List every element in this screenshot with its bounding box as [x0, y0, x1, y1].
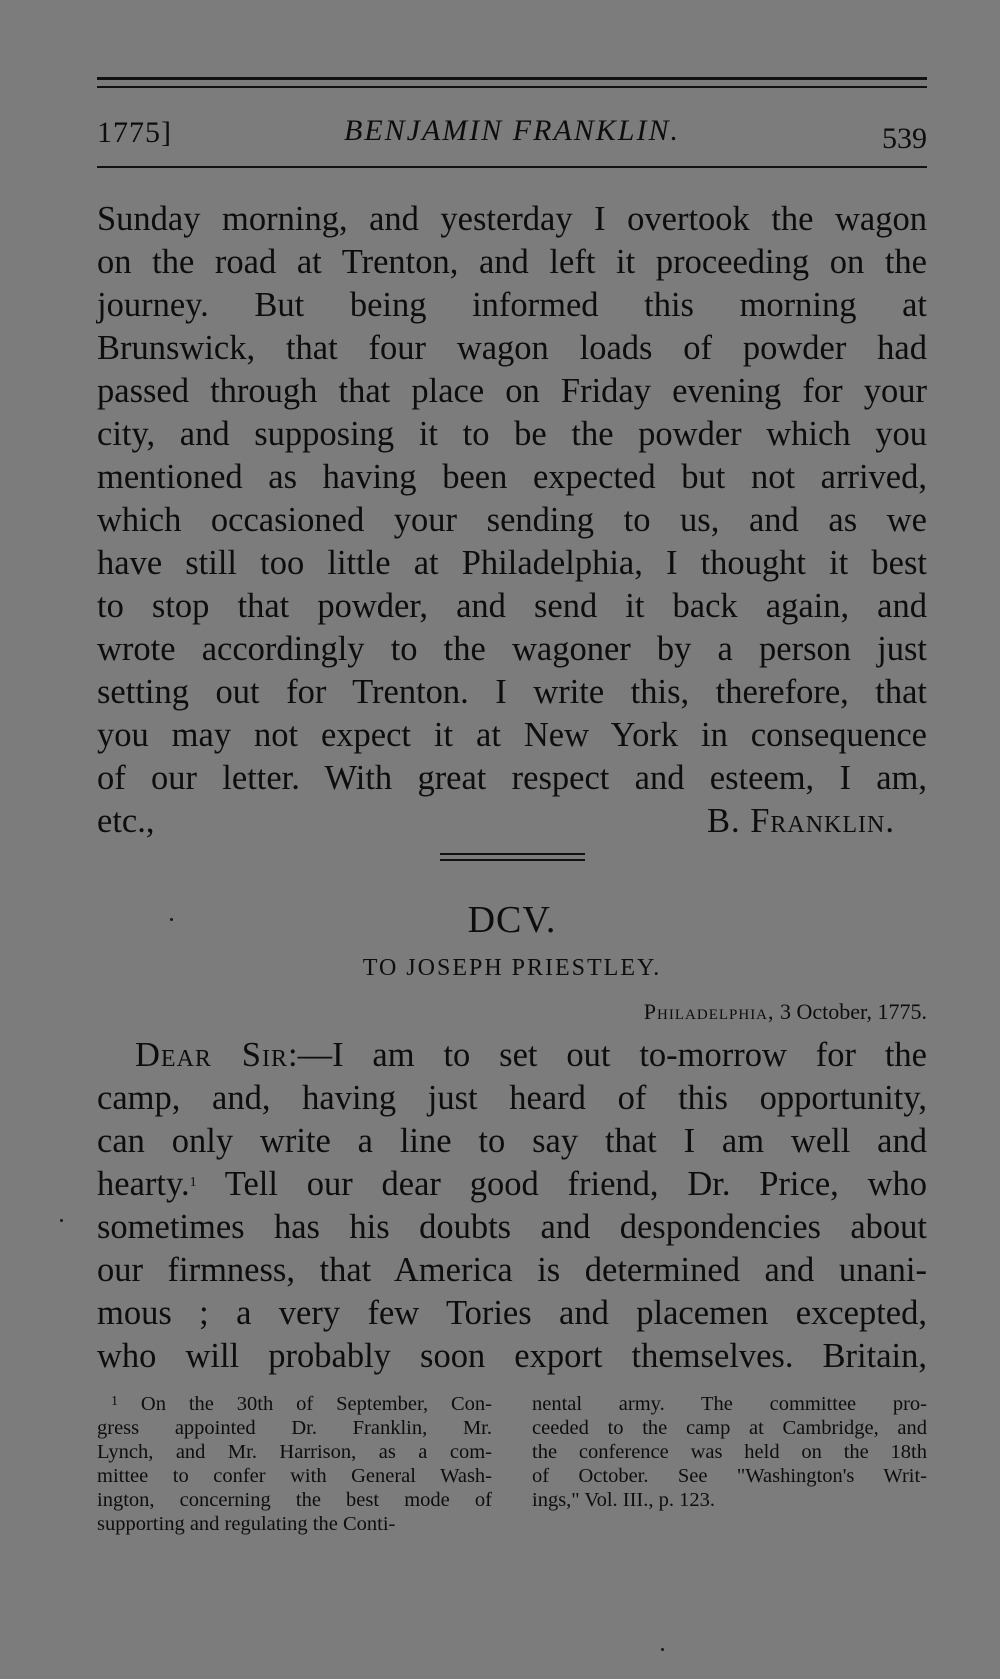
- footnote: [97, 1392, 927, 1536]
- header-year: 1775]: [97, 116, 172, 149]
- text-line: wrote accordingly to the wagoner by a person just: [97, 630, 927, 668]
- text-line: sometimes has his doubts and despondencies about: [97, 1208, 927, 1246]
- footnote-line: gress appointed Dr. Franklin, Mr.: [97, 1417, 492, 1439]
- footnote-line: [97, 1392, 492, 1416]
- footnote-line: ceeded to the camp at Cambridge, and: [532, 1417, 927, 1439]
- header-title: BENJAMIN FRANKLIN.: [344, 114, 680, 147]
- text-line: [97, 1163, 927, 1206]
- header-rule-top-thin: [97, 86, 927, 88]
- footnote-line: supporting and regulating the Conti-: [97, 1513, 396, 1535]
- footnote-line: Lynch, and Mr. Harrison, as a com-: [97, 1441, 492, 1463]
- text-line: camp, and, having just heard of this opportunity,: [97, 1079, 927, 1117]
- header-rule-top: [97, 77, 927, 80]
- text-fragment: On the 30th of September, Con-: [118, 1393, 492, 1415]
- scan-speck: [661, 1648, 664, 1651]
- text-fragment: :—I am to set out to-morrow for the: [287, 1036, 927, 1074]
- text-line: you may not expect it at New York in consequence: [97, 716, 927, 754]
- letter-continuation: [97, 198, 927, 843]
- letter-number: DCV.: [467, 899, 557, 941]
- text-fragment: Tell our dear good friend, Dr. Price, who: [196, 1165, 927, 1203]
- footnote-line: the conference was held on the 18th: [532, 1441, 927, 1463]
- text-line: to stop that powder, and send it back again, and: [97, 587, 927, 625]
- running-header: [97, 112, 927, 160]
- text-line: city, and supposing it to be the powder which you: [97, 415, 927, 453]
- page-number: 539: [882, 122, 927, 155]
- text-line: mentioned as having been expected but not arrived,: [97, 458, 927, 496]
- footnote-line: ington, concerning the best mode of: [97, 1489, 492, 1511]
- text-line: Sunday morning, and yesterday I overtook the wagon: [97, 200, 927, 238]
- section-divider: [440, 859, 585, 861]
- text-line: of our letter. With great respect and esteem, I am,: [97, 759, 927, 797]
- footnote-line: mittee to confer with General Wash-: [97, 1465, 492, 1487]
- letter-body: [97, 1034, 927, 1378]
- text-line: have still too little at Philadelphia, I thought it best: [97, 544, 927, 582]
- footnote-line: ings," Vol. III., p. 123.: [532, 1489, 716, 1511]
- text-line: on the road at Trenton, and left it proceeding on the: [97, 243, 927, 281]
- closing-line: [97, 800, 927, 843]
- text-line: Brunswick, that four wagon loads of powder had: [97, 329, 927, 367]
- footnote-line: of October. See "Washington's Writ-: [532, 1465, 927, 1487]
- text-line: journey. But being informed this morning at: [97, 286, 927, 324]
- text-fragment: hearty.: [97, 1165, 190, 1203]
- signature: B. Franklin.: [706, 802, 895, 840]
- header-rule-bottom: [97, 166, 927, 168]
- closing: etc.,: [97, 802, 155, 840]
- text-line: which occasioned your sending to us, and as we: [97, 501, 927, 539]
- scan-speck: [170, 918, 173, 921]
- footnote-column-right: [532, 1392, 927, 1536]
- dateline: [644, 999, 927, 1025]
- text-line: our firmness, that America is determined and unani-: [97, 1251, 927, 1289]
- letter-addressee: TO JOSEPH PRIESTLEY.: [362, 955, 662, 981]
- footnote-line: nental army. The committee pro-: [532, 1393, 927, 1415]
- text-line: mous ; a very few Tories and placemen excepted,: [97, 1294, 927, 1332]
- footnote-number: 1: [111, 1394, 118, 1409]
- footnote-column-left: [97, 1392, 492, 1536]
- section-divider: [440, 853, 585, 855]
- text-line: [97, 1034, 927, 1077]
- text-line: setting out for Trenton. I write this, therefore, that: [97, 673, 927, 711]
- text-line: who will probably soon export themselves. Britain,: [97, 1337, 927, 1375]
- dateline-date: 3 October, 1775.: [780, 999, 927, 1024]
- footnote-marker: 1: [189, 1175, 197, 1190]
- text-line: passed through that place on Friday evening for your: [97, 372, 927, 410]
- scan-speck: [60, 1219, 63, 1222]
- dateline-place: Philadelphia,: [643, 999, 775, 1024]
- salutation: Dear Sir: [135, 1036, 288, 1074]
- text-line: can only write a line to say that I am well and: [97, 1122, 927, 1160]
